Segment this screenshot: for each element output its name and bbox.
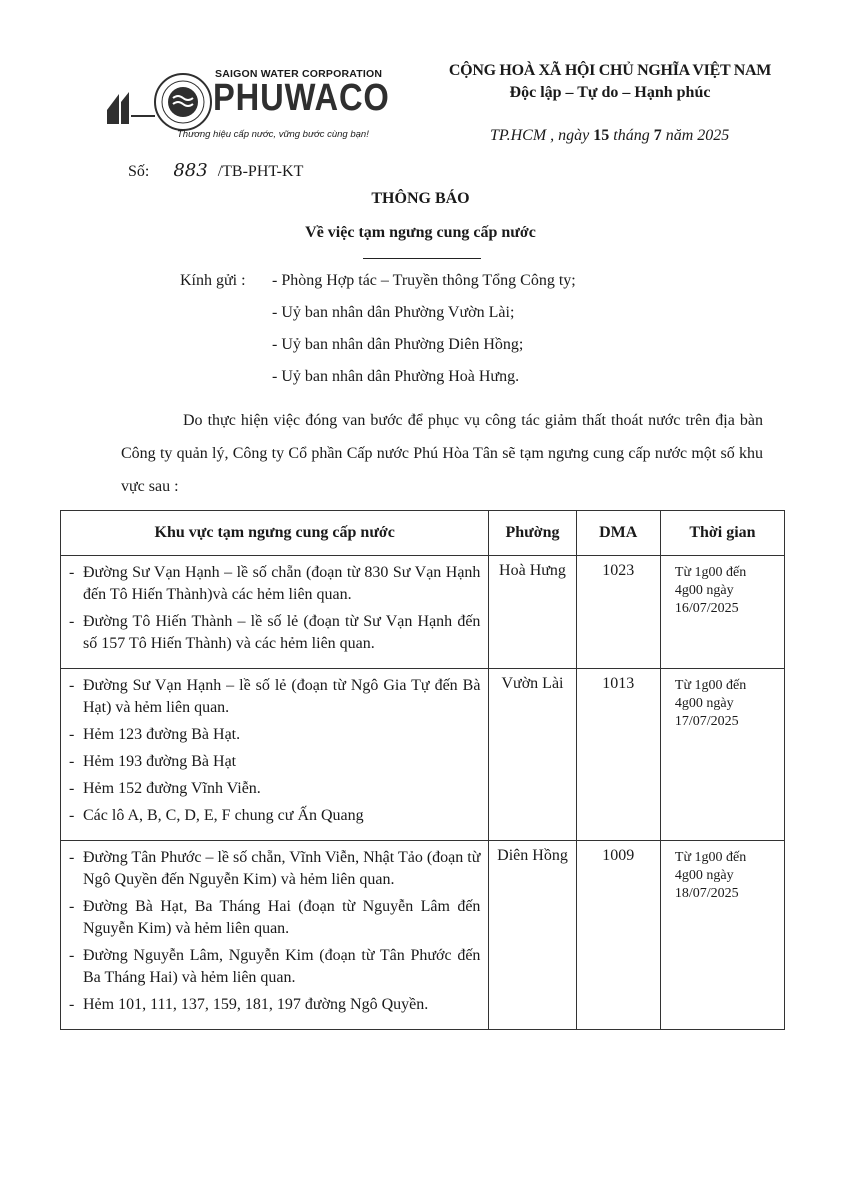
header-areas: Khu vực tạm ngưng cung cấp nước (61, 511, 489, 556)
dma-cell: 1013 (576, 669, 660, 841)
table-row (61, 669, 785, 841)
year-label: năm 2025 (661, 127, 730, 144)
nation-motto: Độc lập – Tự do – Hạnh phúc (509, 84, 711, 101)
intro-text: Do thực hiện việc đóng van bước để phục vụ công tác giảm thất thoát nước trên địa bàn Công ty quản lý, Công ty Cổ phần Cấp nước Phú Hòa Tân sẽ tạm ngưng cung cấp nước một số khu vực sau : (121, 412, 763, 495)
ward-cell: Vườn Lài (489, 669, 576, 841)
header-ward: Phường (489, 511, 576, 556)
time-line: Từ 1g00 đến (674, 565, 747, 580)
table-header-row (61, 511, 785, 556)
time-line: Từ 1g00 đến (674, 678, 747, 693)
month-label: tháng (609, 127, 654, 144)
time-line: 18/07/2025 (674, 886, 739, 901)
time-cell (660, 669, 784, 841)
company-logo (105, 62, 405, 152)
area-item: - Đường Sư Vạn Hạnh – lề số lẻ (đoạn từ Ngô Gia Tự đến Bà Hạt) và hẻm liên quan. (69, 675, 480, 719)
ward-cell: Hoà Hưng (489, 556, 576, 669)
area-item: - Đường Sư Vạn Hạnh – lề số chẵn (đoạn từ 830 Sư Vạn Hạnh đến Tô Hiến Thành)và các hẻm liên quan. (69, 562, 480, 606)
document-title: THÔNG BÁO (371, 190, 470, 207)
ward-cell: Diên Hồng (489, 841, 576, 1030)
brand-name: PHUWACO (213, 77, 390, 119)
area-item: - Hẻm 123 đường Bà Hạt. (69, 724, 480, 746)
intro-paragraph (121, 404, 763, 503)
area-item: - Hẻm 152 đường Vĩnh Viễn. (69, 778, 480, 800)
suspension-table (60, 510, 785, 1030)
time-cell (660, 841, 784, 1030)
recipient-item: - Uỷ ban nhân dân Phường Diên Hồng; (272, 336, 524, 353)
areas-cell (61, 556, 489, 669)
doc-no-value: 883 (173, 160, 208, 181)
time-line: 4g00 ngày (674, 583, 734, 598)
doc-no-suffix: /TB-PHT-KT (217, 163, 304, 180)
recipient-item: - Uỷ ban nhân dân Phường Hoà Hưng. (272, 368, 520, 385)
phuwaco-emblem-icon (105, 72, 215, 132)
area-item: - Đường Tân Phước – lề số chẵn, Vĩnh Viễn, Nhật Tảo (đoạn từ Ngô Quyền đến Nguyễn Kim) và hẻm liên quan. (69, 847, 480, 891)
recipients-label: Kính gửi : (180, 272, 246, 289)
date-month: 7 (653, 127, 662, 144)
time-cell (660, 556, 784, 669)
recipients-block (180, 272, 576, 400)
place-date (490, 127, 729, 145)
title-divider (363, 258, 481, 259)
area-item: - Đường Tô Hiến Thành – lề số lẻ (đoạn từ Sư Vạn Hạnh đến số 157 Tô Hiến Thành) và các hẻm liên quan. (69, 611, 480, 655)
document-number (128, 160, 303, 181)
nation-title: CỘNG HOÀ XÃ HỘI CHỦ NGHĨA VIỆT NAM (448, 62, 772, 79)
areas-cell (61, 841, 489, 1030)
recipient-item: - Uỷ ban nhân dân Phường Vườn Lài; (272, 304, 515, 321)
area-item: - Đường Bà Hạt, Ba Tháng Hai (đoạn từ Nguyễn Lâm đến Nguyễn Kim) và hẻm liên quan. (69, 896, 480, 940)
brand-tagline: Thương hiệu cấp nước, vững bước cùng bạn! (177, 129, 369, 140)
time-line: 17/07/2025 (674, 714, 739, 729)
dma-cell: 1023 (576, 556, 660, 669)
place-date-prefix: TP.HCM , ngày (490, 127, 594, 144)
national-heading (445, 62, 775, 102)
time-line: 4g00 ngày (674, 868, 734, 883)
header-time: Thời gian (660, 511, 784, 556)
time-line: Từ 1g00 đến (674, 850, 747, 865)
dma-cell: 1009 (576, 841, 660, 1030)
areas-cell (61, 669, 489, 841)
area-item: - Các lô A, B, C, D, E, F chung cư Ấn Quang (69, 805, 480, 827)
table-row (61, 556, 785, 669)
recipient-item: - Phòng Hợp tác – Truyền thông Tổng Công ty; (272, 272, 576, 289)
area-item: - Hẻm 193 đường Bà Hạt (69, 751, 480, 773)
document-subtitle: Về việc tạm ngưng cung cấp nước (305, 224, 536, 241)
doc-no-label: Số: (128, 163, 150, 180)
table-row (61, 841, 785, 1030)
time-line: 16/07/2025 (674, 601, 739, 616)
company-name: SAIGON WATER CORPORATION (215, 68, 383, 80)
time-line: 4g00 ngày (674, 696, 734, 711)
header-dma: DMA (576, 511, 660, 556)
area-item: - Đường Nguyễn Lâm, Nguyễn Kim (đoạn từ Tân Phước đến Ba Tháng Hai) và hẻm liên quan. (69, 945, 480, 989)
date-day: 15 (593, 127, 610, 144)
area-item: - Hẻm 101, 111, 137, 159, 181, 197 đường Ngô Quyền. (69, 994, 480, 1016)
